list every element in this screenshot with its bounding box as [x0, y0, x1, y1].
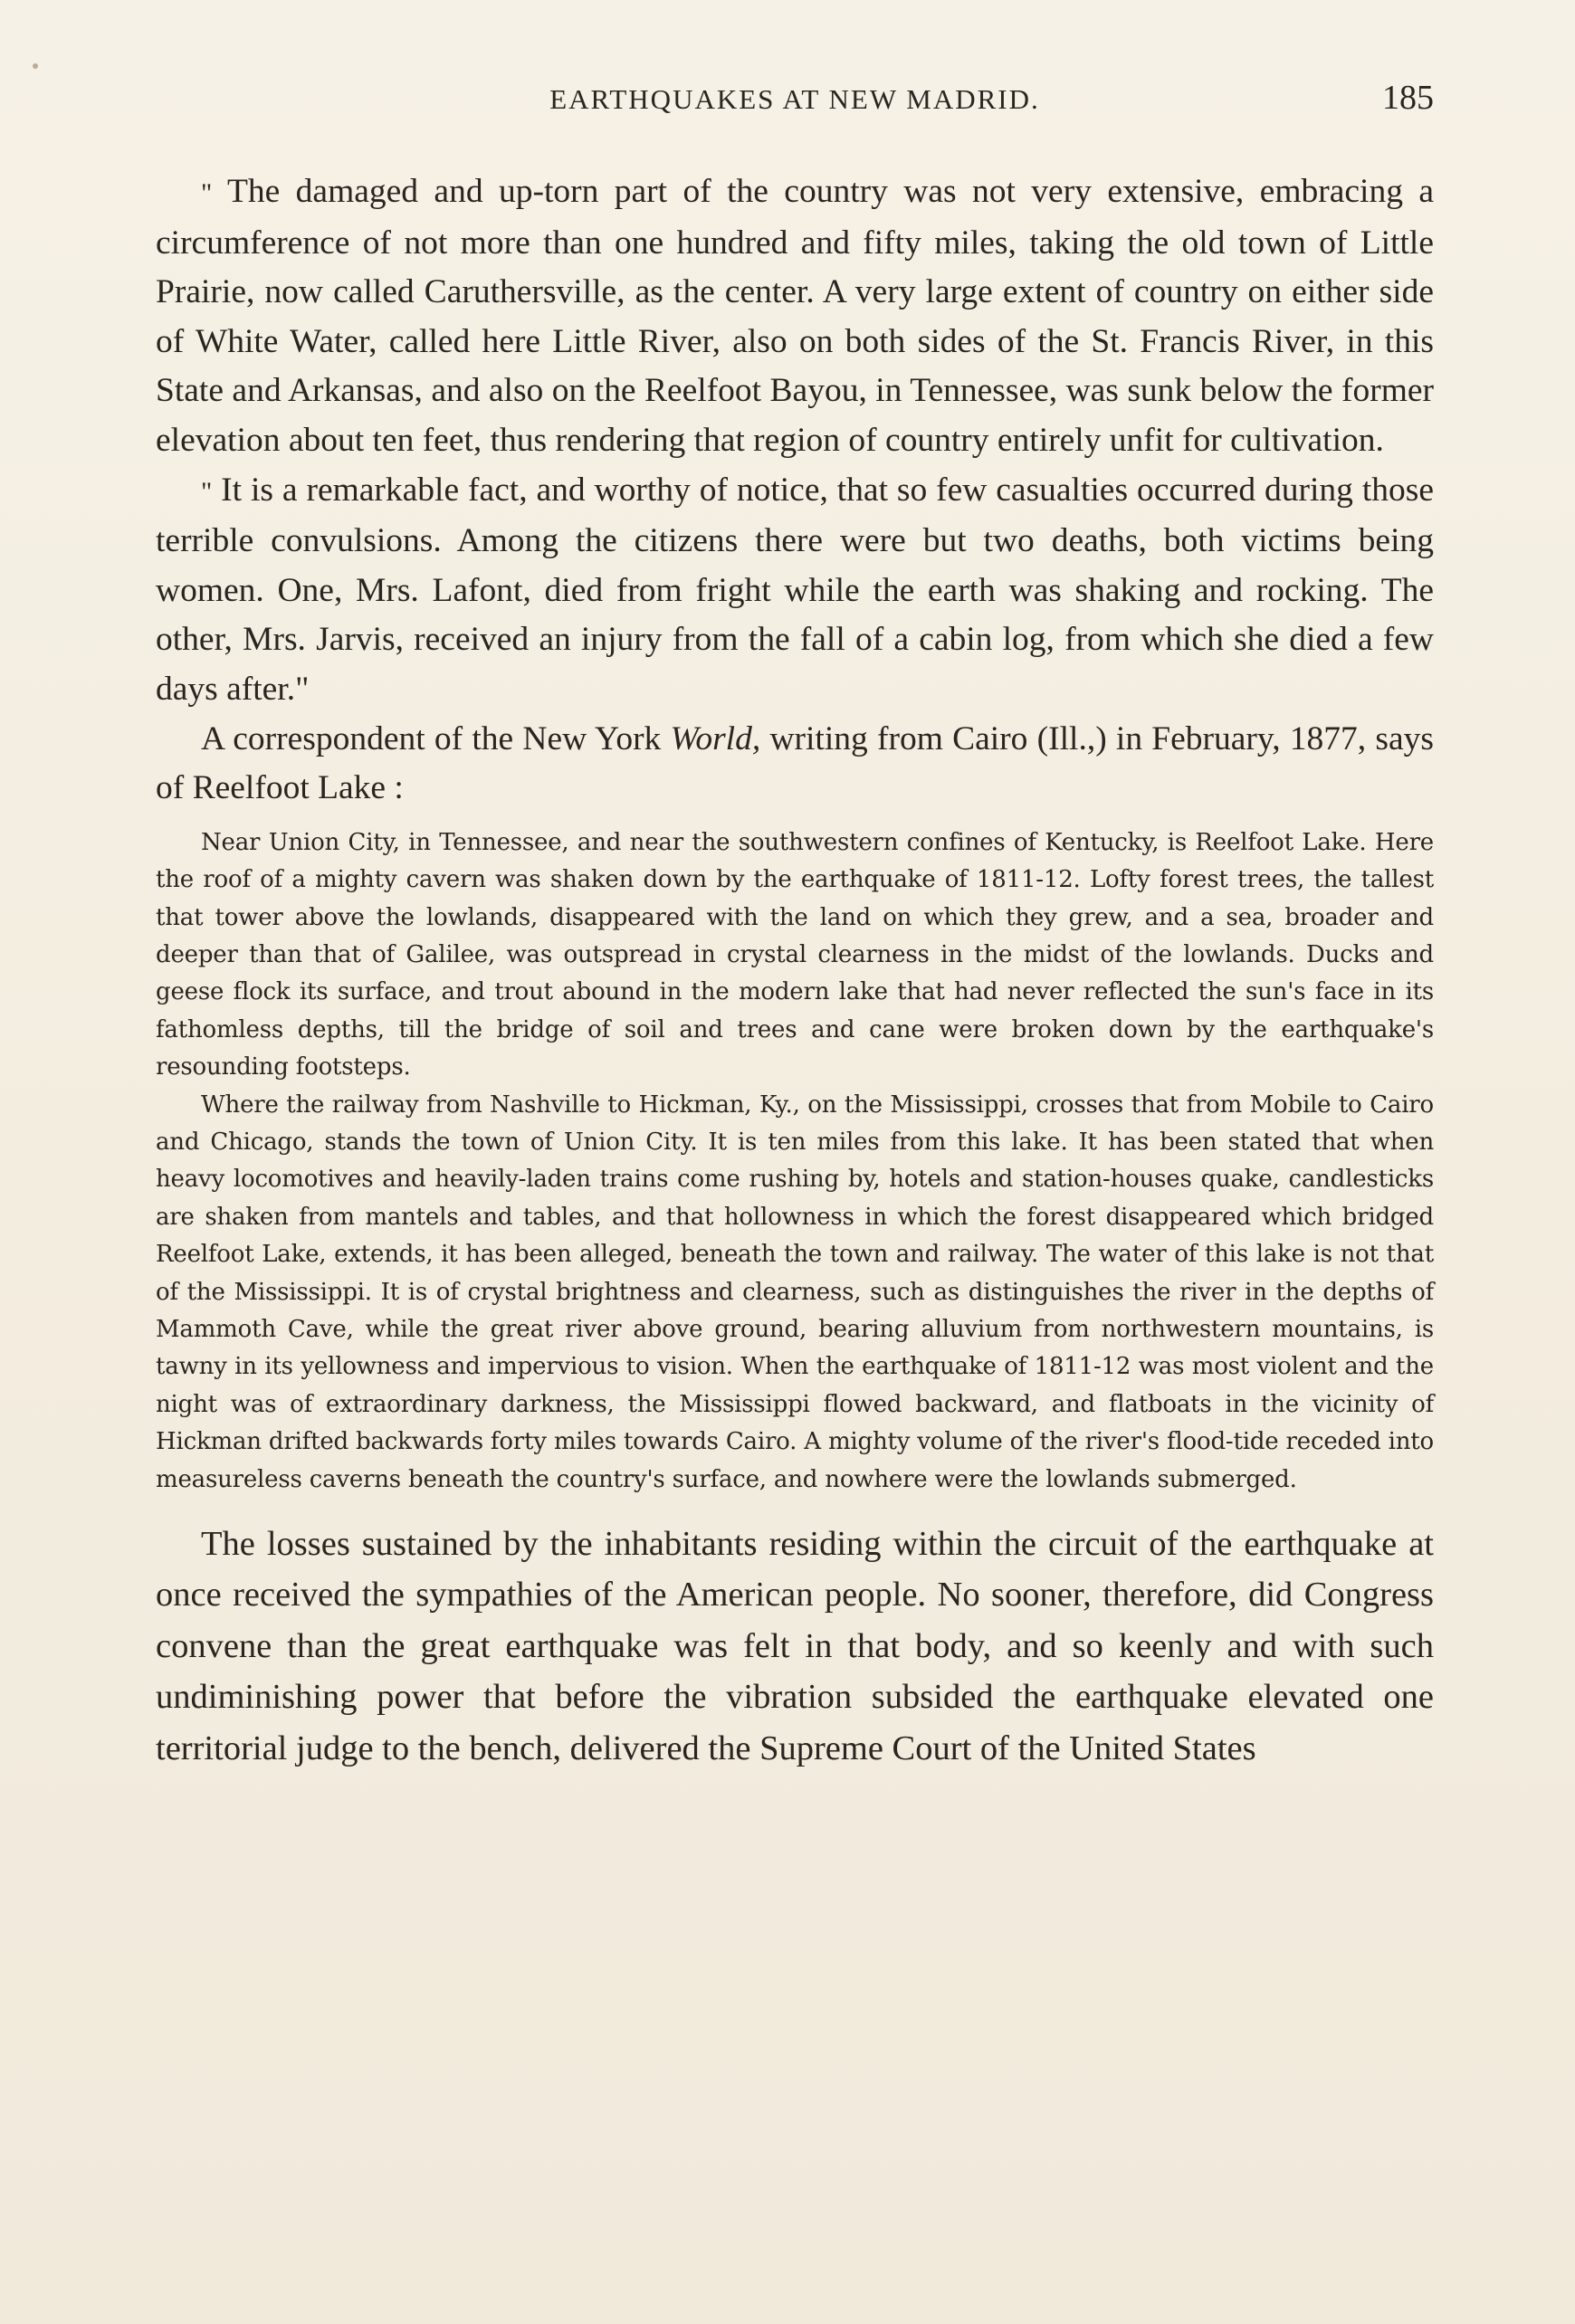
closing-paragraph: The losses sustained by the inhabitants residing within the circuit of the earthquake at once received the sympathies of the American people. No sooner, therefore, did Congress convene than the great earthquake was felt in that body, and so keenly and with such undiminishing power that before the vibration subsided the earthquake elevated one territorial judge to the bench, delivered the Supreme Court of the United States	[156, 1525, 1434, 1767]
correspondent-intro: A correspondent of the New York	[201, 719, 671, 757]
open-quote-mark: "	[201, 178, 213, 208]
quoted-paragraph-2	[156, 466, 1434, 715]
page-body	[156, 167, 1434, 1774]
quoted-paragraph-2-text: It is a remarkable fact, and worthy of notice, that so few casualties occurred during those terrible convulsions. Among the citizens there were but two deaths, both victims being women. One, Mrs. Lafont, died from fright while the earth was shaking and rocking. The other, Mrs. Jarvis, received an injury from the fall of a cabin log, from which she died a few days after."	[156, 471, 1434, 708]
running-head	[156, 79, 1434, 129]
extract-block	[156, 824, 1434, 1499]
extract-paragraph-1: Near Union City, in Tennessee, and near the southwestern confines of Kentucky, is Reelfoot Lake. Here the roof of a mighty cavern was shaken down by the earthquake of 1811-12. Lofty forest trees, the tallest that tower above the lowlands, disappeared with the land on which they grew, and a sea, broader and deeper than that of Galilee, was outspread in crystal clearness in the midst of the lowlands. Ducks and geese flock its surface, and trout abound in the modern lake that had never reflected the sun's face in its fathomless depths, till the bridge of soil and trees and cane were broken down by the earthquake's resounding footsteps.	[156, 828, 1434, 1081]
open-quote-mark: "	[201, 476, 213, 507]
correspondent-rest: writing from Cairo (Ill.,) in February, 1877, says of Reelfoot Lake :	[156, 719, 1434, 807]
paper-speck	[33, 63, 38, 69]
running-title: EARTHQUAKES AT NEW MADRID.	[549, 83, 1040, 115]
quoted-paragraph-1-text: The damaged and up-torn part of the country was not very extensive, embracing a circumference of not more than one hundred and fifty miles, taking the old town of Little Prairie, now called Caruthersville, as the center. A very large extent of country on either side of White Water, called here Little River, also on both sides of the St. Francis River, in this State and Arkansas, and also on the Reelfoot Bayou, in Tennessee, was sunk below the former elevation about ten feet, thus rendering that region of country entirely unfit for cultivation.	[156, 173, 1435, 459]
publication-title: World,	[670, 719, 761, 757]
page-number: 185	[1382, 79, 1434, 117]
quoted-paragraph-1	[156, 167, 1434, 466]
extract-paragraph-2: Where the railway from Nashville to Hickman, Ky., on the Mississippi, crosses that from Mobile to Cairo and Chicago, stands the town of Union City. It is ten miles from this lake. It has been stated that when heavy locomotives and heavily-laden trains come rushing by, hotels and station-houses quake, candlesticks are shaken from mantels and tables, and that hollowness in which the forest disappeared which bridged Reelfoot Lake, extends, it has been alleged, beneath the town and railway. The water of this lake is not that of the Mississippi. It is of crystal brightness and clearness, such as distinguishes the river in the depths of Mammoth Cave, while the great river above ground, bearing alluvium from northwestern mountains, is tawny in its yellowness and impervious to vision. When the earthquake of 1811-12 was most violent and the night was of extraordinary darkness, the Mississippi flowed backward, and flatboats in the vicinity of Hickman drifted backwards forty miles towards Cairo. A mighty volume of the river's flood-tide receded into measureless caverns beneath the country's surface, and nowhere were the lowlands submerged.	[156, 1091, 1435, 1493]
correspondent-paragraph	[156, 715, 1434, 814]
